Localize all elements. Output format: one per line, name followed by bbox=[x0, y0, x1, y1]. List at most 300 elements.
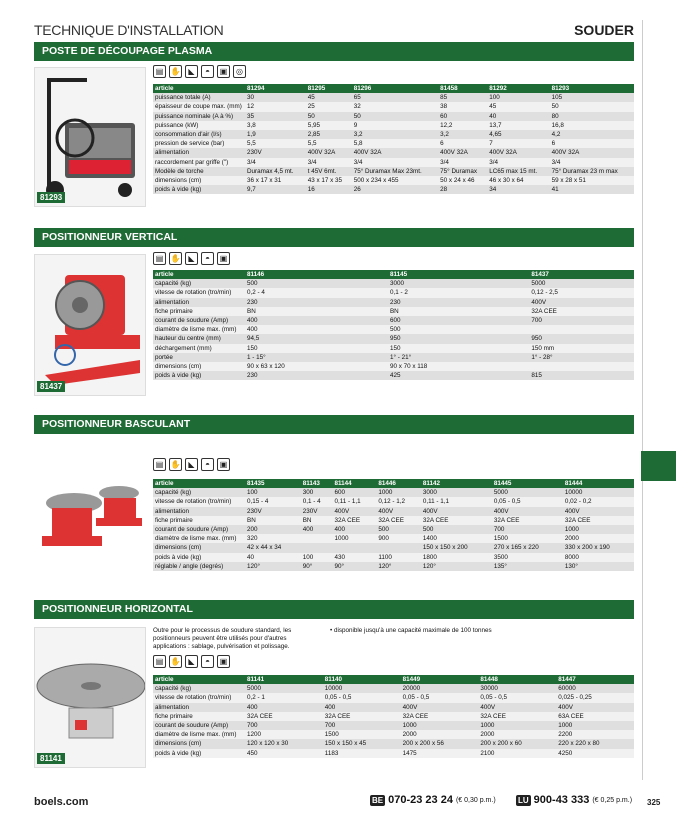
table-row bbox=[153, 298, 634, 307]
table-cell: 150 bbox=[245, 344, 388, 353]
mask-icon: ▣ bbox=[217, 65, 230, 78]
column-header-article: 81447 bbox=[556, 675, 634, 684]
row-label: raccordement par griffe (") bbox=[153, 158, 245, 167]
table-row bbox=[153, 325, 634, 334]
table-cell: 32A CEE bbox=[563, 516, 634, 525]
table-cell: 120 x 120 x 30 bbox=[245, 739, 323, 748]
table-cell: 5000 bbox=[529, 279, 634, 288]
table-row bbox=[153, 130, 634, 139]
table-cell: 150 bbox=[388, 344, 529, 353]
table-cell: 1400 bbox=[421, 534, 492, 543]
row-label: capacité (kg) bbox=[153, 488, 245, 497]
table-cell: BN bbox=[301, 516, 333, 525]
table-cell: 400 bbox=[245, 325, 388, 334]
table-cell: 60 bbox=[438, 112, 487, 121]
table-cell: 1475 bbox=[401, 749, 479, 758]
table-row bbox=[153, 139, 634, 148]
table-cell: 0,1 - 2 bbox=[388, 288, 529, 297]
table-cell: 320 bbox=[245, 534, 301, 543]
glove-icon: ✋ bbox=[170, 67, 181, 76]
table-row bbox=[153, 562, 634, 571]
product-image-plasma bbox=[34, 67, 146, 207]
table-cell: 815 bbox=[529, 371, 634, 380]
helmet-icon: ◓ bbox=[201, 65, 214, 78]
row-label: courant de soudure (Amp) bbox=[153, 721, 245, 730]
table-cell: 0,025 - 0,25 bbox=[556, 693, 634, 702]
row-label: puissance nominale (A à %) bbox=[153, 112, 245, 121]
product-code-badge: 81141 bbox=[37, 753, 65, 764]
table-cell: LC65 max 15 mt. bbox=[487, 167, 549, 176]
product-image-basculant bbox=[34, 448, 146, 584]
column-header-article: 81446 bbox=[376, 479, 421, 488]
column-header-article: 81141 bbox=[245, 675, 323, 684]
phone-rate-lu: (€ 0,25 p.m.) bbox=[592, 796, 633, 804]
table-cell: 100 bbox=[301, 553, 333, 562]
table-cell: 500 x 234 x 455 bbox=[352, 176, 438, 185]
table-cell: 220 x 220 x 80 bbox=[556, 739, 634, 748]
table-cell: 5,5 bbox=[245, 139, 306, 148]
table-cell: 100 bbox=[487, 93, 549, 102]
table-cell: 7 bbox=[487, 139, 549, 148]
glove-icon: ✋ bbox=[170, 657, 181, 666]
boot-icon: ◣ bbox=[185, 655, 198, 668]
table-cell: 50 bbox=[306, 112, 352, 121]
column-header-article: 81449 bbox=[401, 675, 479, 684]
table-row bbox=[153, 93, 634, 102]
section-title-vertical: POSITIONNEUR VERTICAL bbox=[34, 228, 634, 247]
table-cell: 1200 bbox=[245, 730, 323, 739]
table-cell: 1000 bbox=[556, 721, 634, 730]
table-cell: 400V 32A bbox=[550, 148, 634, 157]
column-header-article: 81435 bbox=[245, 479, 301, 488]
mask-icon: ▣ bbox=[217, 458, 230, 471]
table-cell: 200 x 200 x 60 bbox=[478, 739, 556, 748]
row-label: diamètre de lisme max. (mm) bbox=[153, 730, 245, 739]
table-row bbox=[153, 507, 634, 516]
table-cell: 32A CEE bbox=[478, 712, 556, 721]
row-label: dimensions (cm) bbox=[153, 176, 245, 185]
table-cell: 425 bbox=[388, 371, 529, 380]
table-cell: 1,9 bbox=[245, 130, 306, 139]
description-text: Outre pour le processus de soudure standard, les positionneurs peuvent être utilisés pour d'autres applications : sablage, pulvérisation et polissage. bbox=[153, 627, 292, 650]
table-cell: 2000 bbox=[401, 730, 479, 739]
table-cell: 700 bbox=[245, 721, 323, 730]
table-cell: 105 bbox=[550, 93, 634, 102]
column-header-article: 81144 bbox=[333, 479, 377, 488]
table-cell: 0,15 - 4 bbox=[245, 497, 301, 506]
footer-logo[interactable]: boels.com bbox=[34, 796, 89, 808]
table-cell: 3/4 bbox=[487, 158, 549, 167]
table-cell bbox=[529, 325, 634, 334]
table-cell bbox=[529, 362, 634, 371]
table-cell: 8000 bbox=[563, 553, 634, 562]
table-cell: 94,5 bbox=[245, 334, 388, 343]
table-cell: 40 bbox=[245, 553, 301, 562]
table-cell: 42 x 44 x 34 bbox=[245, 543, 301, 552]
column-header-article: 81142 bbox=[421, 479, 492, 488]
feature-text: • disponible jusqu'à une capacité maximale de 100 tonnes bbox=[330, 627, 492, 634]
table-cell: 1000 bbox=[401, 721, 479, 730]
table-cell: 5,5 bbox=[306, 139, 352, 148]
page-header bbox=[34, 22, 634, 40]
table-cell: 46 x 30 x 64 bbox=[487, 176, 549, 185]
table-cell: 400V bbox=[376, 507, 421, 516]
table-cell: 400 bbox=[323, 703, 401, 712]
manual-icon: ▤ bbox=[153, 458, 166, 471]
column-header-article: 81296 bbox=[352, 84, 438, 93]
table-cell: 400V bbox=[563, 507, 634, 516]
table-cell: 50 bbox=[550, 102, 634, 111]
boot-icon: ◣ bbox=[185, 65, 198, 78]
row-label: réglable / angle (degrés) bbox=[153, 562, 245, 571]
table-cell: 3000 bbox=[388, 279, 529, 288]
table-cell: 200 bbox=[245, 525, 301, 534]
spec-table-horizontal bbox=[153, 675, 634, 758]
table-cell: 1° - 21° bbox=[388, 353, 529, 362]
table-cell: 0,12 - 2,5 bbox=[529, 288, 634, 297]
table-cell: 400V 32A bbox=[438, 148, 487, 157]
safety-pictos bbox=[153, 458, 230, 471]
row-label: alimentation bbox=[153, 703, 245, 712]
table-cell: 700 bbox=[323, 721, 401, 730]
table-cell: 0,11 - 1,1 bbox=[421, 497, 492, 506]
table-row bbox=[153, 693, 634, 702]
table-cell: 65 bbox=[352, 93, 438, 102]
table-cell: 2000 bbox=[563, 534, 634, 543]
column-header-label: article bbox=[153, 675, 245, 684]
table-cell: 3/4 bbox=[438, 158, 487, 167]
row-label: fiche primaire bbox=[153, 307, 245, 316]
table-cell: 30000 bbox=[478, 684, 556, 693]
table-cell: 400 bbox=[333, 525, 377, 534]
country-code-be: BE bbox=[372, 795, 384, 805]
table-cell: 600 bbox=[388, 316, 529, 325]
table-cell: 5,95 bbox=[306, 121, 352, 130]
safety-pictos bbox=[153, 655, 230, 668]
goggles-icon: ◎ bbox=[233, 65, 246, 78]
table-cell: 2200 bbox=[556, 730, 634, 739]
table-cell: 150 mm bbox=[529, 344, 634, 353]
helmet-icon: ◓ bbox=[201, 458, 214, 471]
table-cell: 500 bbox=[245, 279, 388, 288]
phone-be[interactable] bbox=[370, 794, 496, 806]
table-cell: 9 bbox=[352, 121, 438, 130]
table-row bbox=[153, 684, 634, 693]
table-cell bbox=[376, 543, 421, 552]
column-header-article: 81146 bbox=[245, 270, 388, 279]
table-row bbox=[153, 167, 634, 176]
column-header-article: 81292 bbox=[487, 84, 549, 93]
table-cell: 700 bbox=[529, 316, 634, 325]
phone-number-lu: 900-43 333 bbox=[533, 794, 590, 806]
table-cell: 270 x 165 x 220 bbox=[492, 543, 563, 552]
table-row bbox=[153, 371, 634, 380]
table-cell: 38 bbox=[438, 102, 487, 111]
table-row bbox=[153, 148, 634, 157]
row-label: courant de soudure (Amp) bbox=[153, 525, 245, 534]
table-cell: 1500 bbox=[323, 730, 401, 739]
table-cell: 230V bbox=[245, 507, 301, 516]
table-cell: 41 bbox=[550, 185, 634, 194]
table-cell: 90 x 63 x 120 bbox=[245, 362, 388, 371]
table-row bbox=[153, 316, 634, 325]
table-cell: 30 bbox=[245, 93, 306, 102]
section-title-plasma: POSTE DE DÉCOUPAGE PLASMA bbox=[34, 42, 634, 61]
table-cell bbox=[301, 543, 333, 552]
table-cell: 75° Duramax bbox=[438, 167, 487, 176]
phone-number-be: 070-23 23 24 bbox=[388, 794, 453, 806]
table-cell: 4250 bbox=[556, 749, 634, 758]
table-cell: 10000 bbox=[323, 684, 401, 693]
row-label: vitesse de rotation (tro/min) bbox=[153, 497, 245, 506]
column-header-article: 81448 bbox=[478, 675, 556, 684]
table-cell: 1000 bbox=[478, 721, 556, 730]
table-cell: 6 bbox=[438, 139, 487, 148]
table-cell: 3/4 bbox=[352, 158, 438, 167]
table-cell: 90° bbox=[333, 562, 377, 571]
table-cell: 400V 32A bbox=[306, 148, 352, 157]
table-cell: 3500 bbox=[492, 553, 563, 562]
table-cell: 230 bbox=[245, 298, 388, 307]
table-cell: 3000 bbox=[421, 488, 492, 497]
column-header-article: 81140 bbox=[323, 675, 401, 684]
table-cell: 1000 bbox=[376, 488, 421, 497]
page-number: 325 bbox=[647, 798, 661, 807]
table-cell: 32A CEE bbox=[401, 712, 479, 721]
table-cell: 4,2 bbox=[550, 130, 634, 139]
table-cell: 5,8 bbox=[352, 139, 438, 148]
table-cell: 1500 bbox=[492, 534, 563, 543]
table-cell: 3,8 bbox=[245, 121, 306, 130]
row-label: courant de soudure (Amp) bbox=[153, 316, 245, 325]
table-cell: BN bbox=[245, 516, 301, 525]
table-cell: 32A CEE bbox=[376, 516, 421, 525]
table-cell: 0,12 - 1,2 bbox=[376, 497, 421, 506]
table-cell: 40 bbox=[487, 112, 549, 121]
table-row bbox=[153, 553, 634, 562]
table-row bbox=[153, 703, 634, 712]
table-row bbox=[153, 534, 634, 543]
table-header-row bbox=[153, 270, 634, 279]
table-cell: 400V bbox=[421, 507, 492, 516]
row-label: déchargement (mm) bbox=[153, 344, 245, 353]
table-cell: 43 x 17 x 35 bbox=[306, 176, 352, 185]
product-code-badge: 81293 bbox=[37, 192, 65, 203]
table-row bbox=[153, 112, 634, 121]
table-cell: 0,11 - 1,1 bbox=[333, 497, 377, 506]
row-label: consommation d'air (l/s) bbox=[153, 130, 245, 139]
table-cell: 0,02 - 0,2 bbox=[563, 497, 634, 506]
horizontal-positioner-illustration bbox=[35, 628, 146, 768]
phone-lu[interactable] bbox=[516, 794, 632, 806]
table-cell: 0,2 - 4 bbox=[245, 288, 388, 297]
table-cell: 13,7 bbox=[487, 121, 549, 130]
product-image-horizontal bbox=[34, 627, 146, 768]
table-row bbox=[153, 739, 634, 748]
table-cell: 32 bbox=[352, 102, 438, 111]
table-cell: 1183 bbox=[323, 749, 401, 758]
table-cell: 450 bbox=[245, 749, 323, 758]
product-image-vertical bbox=[34, 254, 146, 396]
table-cell: 900 bbox=[376, 534, 421, 543]
table-header-row bbox=[153, 675, 634, 684]
table-cell: 80 bbox=[550, 112, 634, 121]
column-header-article: 81445 bbox=[492, 479, 563, 488]
table-cell: 120° bbox=[376, 562, 421, 571]
table-cell: 32A CEE bbox=[492, 516, 563, 525]
row-label: dimensions (cm) bbox=[153, 543, 245, 552]
phone-rate-be: (€ 0,30 p.m.) bbox=[455, 796, 496, 804]
table-cell: 1° - 28° bbox=[529, 353, 634, 362]
table-row bbox=[153, 307, 634, 316]
table-cell: 400 bbox=[245, 703, 323, 712]
table-cell: 16,8 bbox=[550, 121, 634, 130]
table-cell: 2100 bbox=[478, 749, 556, 758]
row-label: puissance (kW) bbox=[153, 121, 245, 130]
column-header-article: 81295 bbox=[306, 84, 352, 93]
row-label: portée bbox=[153, 353, 245, 362]
row-label: poids à vide (kg) bbox=[153, 749, 245, 758]
table-cell: 3/4 bbox=[306, 158, 352, 167]
table-cell: 28 bbox=[438, 185, 487, 194]
table-cell: 2,85 bbox=[306, 130, 352, 139]
table-cell: 16 bbox=[306, 185, 352, 194]
table-row bbox=[153, 712, 634, 721]
table-cell: 700 bbox=[492, 525, 563, 534]
row-label: alimentation bbox=[153, 148, 245, 157]
spec-table-vertical bbox=[153, 270, 634, 380]
table-cell: 5000 bbox=[492, 488, 563, 497]
row-label: capacité (kg) bbox=[153, 279, 245, 288]
column-header-article: 81294 bbox=[245, 84, 306, 93]
table-row bbox=[153, 334, 634, 343]
table-row bbox=[153, 121, 634, 130]
column-header-article: 81458 bbox=[438, 84, 487, 93]
section-title-horizontal: POSITIONNEUR HORIZONTAL bbox=[34, 600, 634, 619]
row-label: poids à vide (kg) bbox=[153, 371, 245, 380]
column-header-article: 81145 bbox=[388, 270, 529, 279]
table-row bbox=[153, 158, 634, 167]
table-cell: 45 bbox=[306, 93, 352, 102]
table-cell: 500 bbox=[388, 325, 529, 334]
table-row bbox=[153, 749, 634, 758]
table-cell: 32A CEE bbox=[323, 712, 401, 721]
row-label: alimentation bbox=[153, 298, 245, 307]
table-cell: 63A CEE bbox=[556, 712, 634, 721]
table-cell: 400V 32A bbox=[487, 148, 549, 157]
table-cell: 20000 bbox=[401, 684, 479, 693]
boot-icon: ◣ bbox=[185, 458, 198, 471]
table-cell: 400V 32A bbox=[352, 148, 438, 157]
table-cell: 4,65 bbox=[487, 130, 549, 139]
table-cell: 230V bbox=[301, 507, 333, 516]
table-cell: 230 bbox=[388, 298, 529, 307]
row-label: dimensions (cm) bbox=[153, 739, 245, 748]
table-cell: 950 bbox=[388, 334, 529, 343]
table-cell: 32A CEE bbox=[333, 516, 377, 525]
table-header-row bbox=[153, 479, 634, 488]
row-label: diamètre de lisme max. (mm) bbox=[153, 325, 245, 334]
table-row bbox=[153, 279, 634, 288]
table-cell: 400 bbox=[301, 525, 333, 534]
table-cell: 500 bbox=[376, 525, 421, 534]
table-cell: 3,2 bbox=[352, 130, 438, 139]
table-cell: 1000 bbox=[563, 525, 634, 534]
table-row bbox=[153, 721, 634, 730]
mask-icon: ▣ bbox=[217, 252, 230, 265]
table-cell bbox=[301, 534, 333, 543]
table-row bbox=[153, 288, 634, 297]
table-cell: 130° bbox=[563, 562, 634, 571]
table-cell: 150 x 150 x 200 bbox=[421, 543, 492, 552]
table-cell: 3/4 bbox=[550, 158, 634, 167]
tilting-positioner-illustration bbox=[34, 448, 146, 584]
table-row bbox=[153, 353, 634, 362]
table-cell: 36 x 17 x 31 bbox=[245, 176, 306, 185]
helmet-icon: ◓ bbox=[201, 252, 214, 265]
table-cell: 950 bbox=[529, 334, 634, 343]
table-cell: 200 x 200 x 56 bbox=[401, 739, 479, 748]
row-label: puissance totale (A) bbox=[153, 93, 245, 102]
spec-table-basculant bbox=[153, 479, 634, 571]
table-cell: 90 x 70 x 118 bbox=[388, 362, 529, 371]
table-cell: 45 bbox=[487, 102, 549, 111]
table-cell: 600 bbox=[333, 488, 377, 497]
mask-icon: ▣ bbox=[217, 655, 230, 668]
chapter-tab bbox=[641, 451, 676, 481]
table-cell: 32A CEE bbox=[245, 712, 323, 721]
row-label: vitesse de rotation (tro/min) bbox=[153, 288, 245, 297]
manual-icon: ▤ bbox=[153, 252, 166, 265]
column-header-label: article bbox=[153, 270, 245, 279]
safety-pictos bbox=[153, 252, 230, 265]
table-cell: 150 x 150 x 45 bbox=[323, 739, 401, 748]
table-cell: 9,7 bbox=[245, 185, 306, 194]
table-row bbox=[153, 516, 634, 525]
table-header-row bbox=[153, 84, 634, 93]
table-row bbox=[153, 185, 634, 194]
table-cell bbox=[333, 543, 377, 552]
table-cell: BN bbox=[388, 307, 529, 316]
table-cell: 1 - 15° bbox=[245, 353, 388, 362]
table-cell: 12,2 bbox=[438, 121, 487, 130]
table-cell: 330 x 200 x 190 bbox=[563, 543, 634, 552]
row-label: poids à vide (kg) bbox=[153, 553, 245, 562]
manual-icon: ▤ bbox=[153, 65, 166, 78]
boot-icon: ◣ bbox=[185, 252, 198, 265]
page-title: TECHNIQUE D'INSTALLATION bbox=[34, 22, 224, 38]
column-header-article: 81444 bbox=[563, 479, 634, 488]
table-cell: 0,2 - 1 bbox=[245, 693, 323, 702]
table-cell: 32A CEE bbox=[529, 307, 634, 316]
table-cell: 0,05 - 0,5 bbox=[492, 497, 563, 506]
table-cell: 400V bbox=[401, 703, 479, 712]
row-label: diamètre de lisme max. (mm) bbox=[153, 534, 245, 543]
country-code-lu: LU bbox=[518, 795, 529, 805]
row-label: dimensions (cm) bbox=[153, 362, 245, 371]
table-cell: 1800 bbox=[421, 553, 492, 562]
table-cell: 400V bbox=[492, 507, 563, 516]
table-cell: 10000 bbox=[563, 488, 634, 497]
table-cell: 120° bbox=[421, 562, 492, 571]
table-row bbox=[153, 362, 634, 371]
table-cell: 500 bbox=[421, 525, 492, 534]
row-label: fiche primaire bbox=[153, 712, 245, 721]
table-cell: 0,05 - 0,5 bbox=[478, 693, 556, 702]
table-cell: 50 bbox=[352, 112, 438, 121]
table-cell: 5000 bbox=[245, 684, 323, 693]
row-label: vitesse de rotation (tro/min) bbox=[153, 693, 245, 702]
